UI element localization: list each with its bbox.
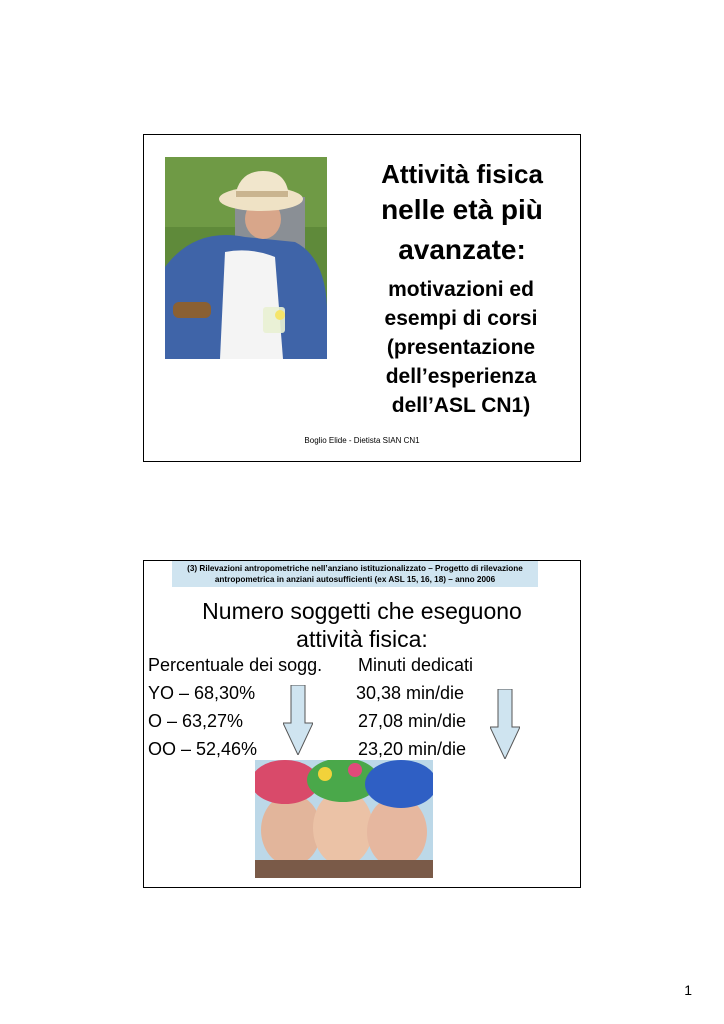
- subtitle-line: dell’esperienza: [385, 365, 537, 388]
- down-arrow-icon: [490, 689, 520, 759]
- header-right: Minuti dedicati: [358, 655, 474, 675]
- subtitle-line: (presentazione: [386, 336, 536, 359]
- slide1-footer: Boglio Elide - Dietista SIAN CN1: [304, 436, 420, 445]
- elderly-man-photo: [165, 157, 327, 359]
- elderly-women-photo: [255, 760, 433, 878]
- subtitle-line: esempi di corsi: [384, 307, 538, 330]
- slide-1: [143, 134, 581, 462]
- slide-2: [143, 560, 581, 888]
- header-left: Percentuale dei sogg.: [148, 655, 323, 675]
- row-o-percent: O – 63,27%: [148, 711, 244, 731]
- row-yo-percent: YO – 68,30%: [148, 683, 256, 703]
- subtitle-line: dell’ASL CN1): [391, 394, 531, 417]
- subtitle-line: motivazioni ed: [388, 278, 534, 301]
- row-oo-minutes: 23,20 min/die: [358, 739, 467, 759]
- row-oo-percent: OO – 52,46%: [148, 739, 258, 759]
- slide1-subtitle: [366, 275, 556, 420]
- row-yo-minutes: 30,38 min/die: [356, 683, 465, 703]
- slide1-title-line2: nelle età più: [381, 194, 543, 225]
- down-arrow-icon: [283, 685, 313, 755]
- source-note: (3) Rilevazioni antropometriche nell’anziano istituzionalizzato – Progetto di rilevazione antropometrica in anziani autosufficienti (ex ASL 15, 16, 18) – anno 2006: [172, 561, 538, 587]
- slide1-title-line1: Attività fisica: [381, 159, 543, 189]
- page-number: 1: [684, 982, 692, 998]
- slide1-title-line3: avanzate:: [398, 234, 526, 265]
- slide2-title-line2: attività fisica:: [296, 626, 428, 652]
- row-o-minutes: 27,08 min/die: [358, 711, 467, 731]
- slide2-title-line1: Numero soggetti che eseguono: [202, 598, 522, 624]
